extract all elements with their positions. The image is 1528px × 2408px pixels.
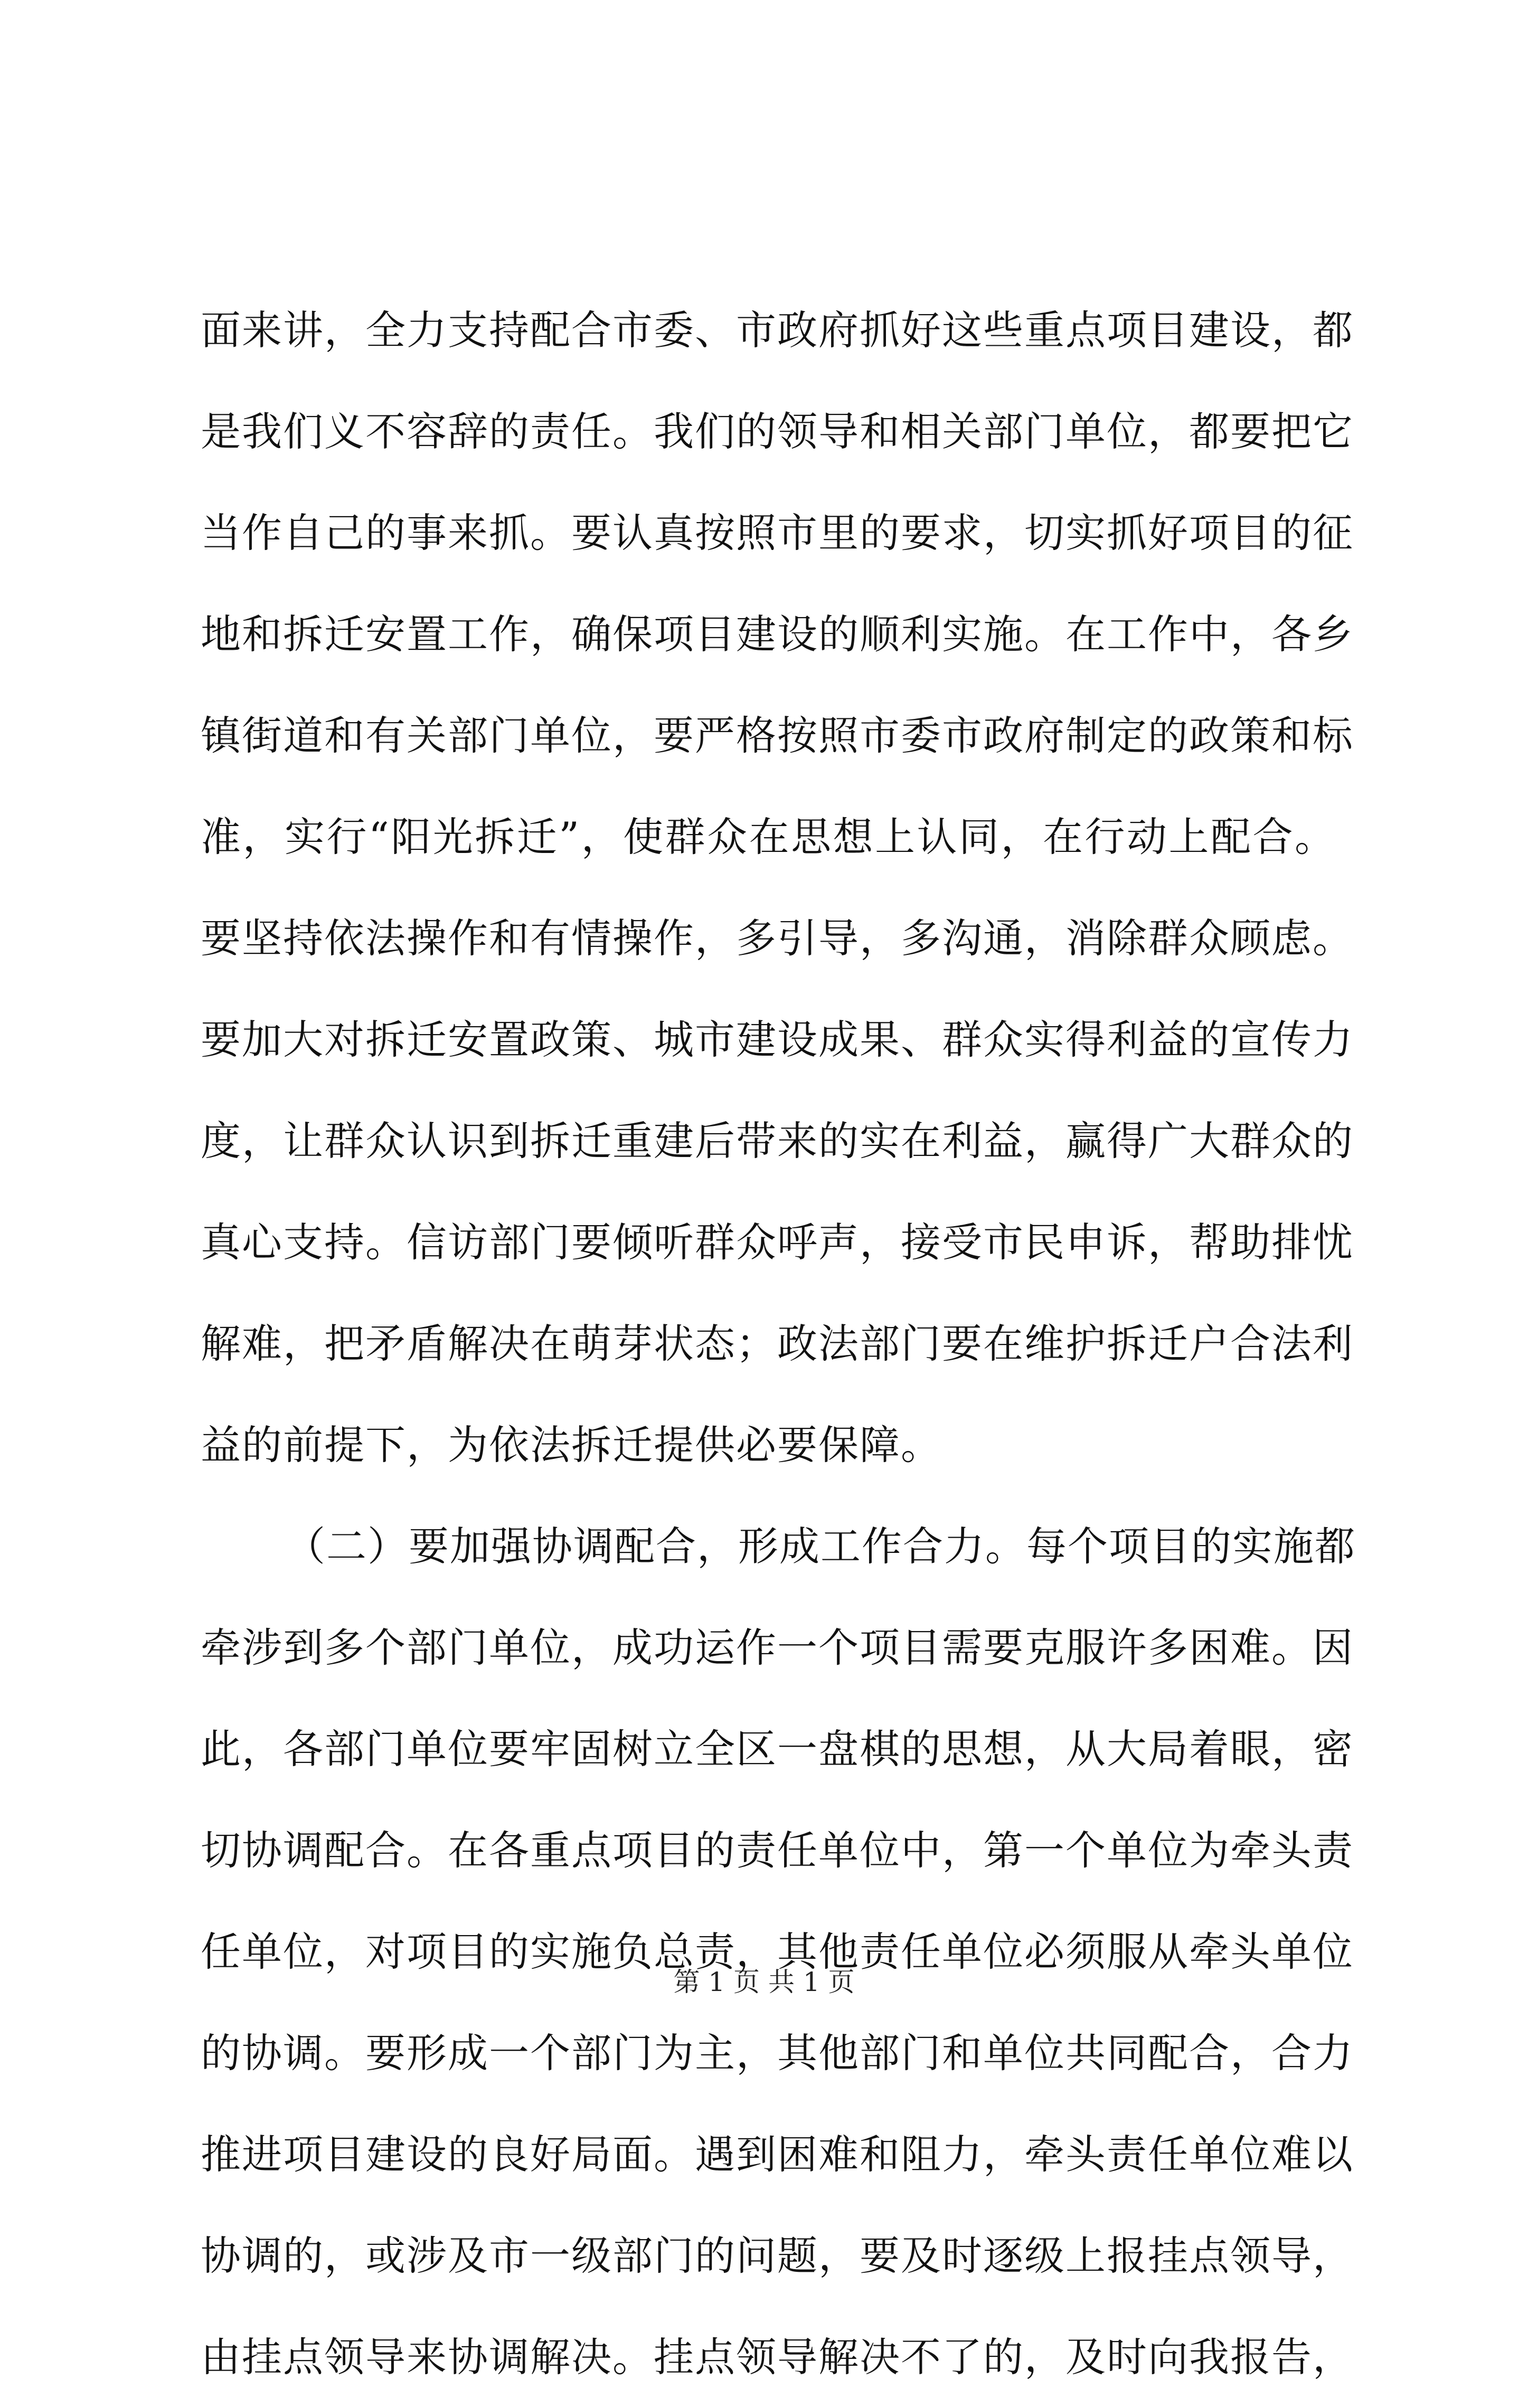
text-line: 面来讲，全力支持配合市委、市政府抓好这些重点项目建设，都 <box>201 307 1354 354</box>
text-line: 此，各部门单位要牢固树立全区一盘棋的思想，从大局着眼，密 <box>201 1726 1354 1772</box>
text-line: 协调的，或涉及市一级部门的问题，要及时逐级上报挂点领导， <box>201 2232 1354 2279</box>
text-line: 要加大对拆迁安置政策、城市建设成果、群众实得利益的宣传力 <box>201 1016 1354 1063</box>
paragraph <box>201 280 1354 1496</box>
page-number-footer: 第 1 页 共 1 页 <box>673 1967 855 1997</box>
text-line: 准，实行“阳光拆迁”，使群众在思想上认同，在行动上配合。 <box>201 813 1336 860</box>
text-line: 当作自己的事来抓。要认真按照市里的要求，切实抓好项目的征 <box>201 509 1354 556</box>
text-line: 要坚持依法操作和有情操作，多引导，多沟通，消除群众顾虑。 <box>201 915 1354 962</box>
text-line: 牵涉到多个部门单位，成功运作一个项目需要克服许多困难。因 <box>201 1624 1354 1671</box>
text-line: 益的前提下，为依法拆迁提供必要保障。 <box>201 1421 942 1468</box>
text-line: 镇街道和有关部门单位，要严格按照市委市政府制定的政策和标 <box>201 712 1354 759</box>
text-line: 的协调。要形成一个部门为主，其他部门和单位共同配合，合力 <box>201 2030 1354 2077</box>
text-line: 度，让群众认识到拆迁重建后带来的实在利益，赢得广大群众的 <box>201 1117 1354 1164</box>
text-line: 由挂点领导来协调解决。挂点领导解决不了的，及时向我报告， <box>201 2334 1354 2381</box>
text-line: 是我们义不容辞的责任。我们的领导和相关部门单位，都要把它 <box>201 408 1354 455</box>
text-line: （二）要加强协调配合，形成工作合力。每个项目的实施都 <box>285 1523 1356 1570</box>
text-line: 推进项目建设的良好局面。遇到困难和阻力，牵头责任单位难以 <box>201 2131 1354 2178</box>
text-line: 地和拆迁安置工作，确保项目建设的顺利实施。在工作中，各乡 <box>201 611 1354 658</box>
document-body <box>201 280 1356 2408</box>
text-line: 切协调配合。在各重点项目的责任单位中，第一个单位为牵头责 <box>201 1827 1354 1874</box>
text-line: 解难，把矛盾解决在萌芽状态；政法部门要在维护拆迁户合法利 <box>201 1320 1354 1367</box>
paragraph <box>201 1496 1356 2408</box>
text-line: 真心支持。信访部门要倾听群众呼声，接受市民申诉，帮助排忧 <box>201 1219 1354 1266</box>
text-line: 任单位，对项目的实施负总责，其他责任单位必须服从牵头单位 <box>201 1928 1354 1975</box>
